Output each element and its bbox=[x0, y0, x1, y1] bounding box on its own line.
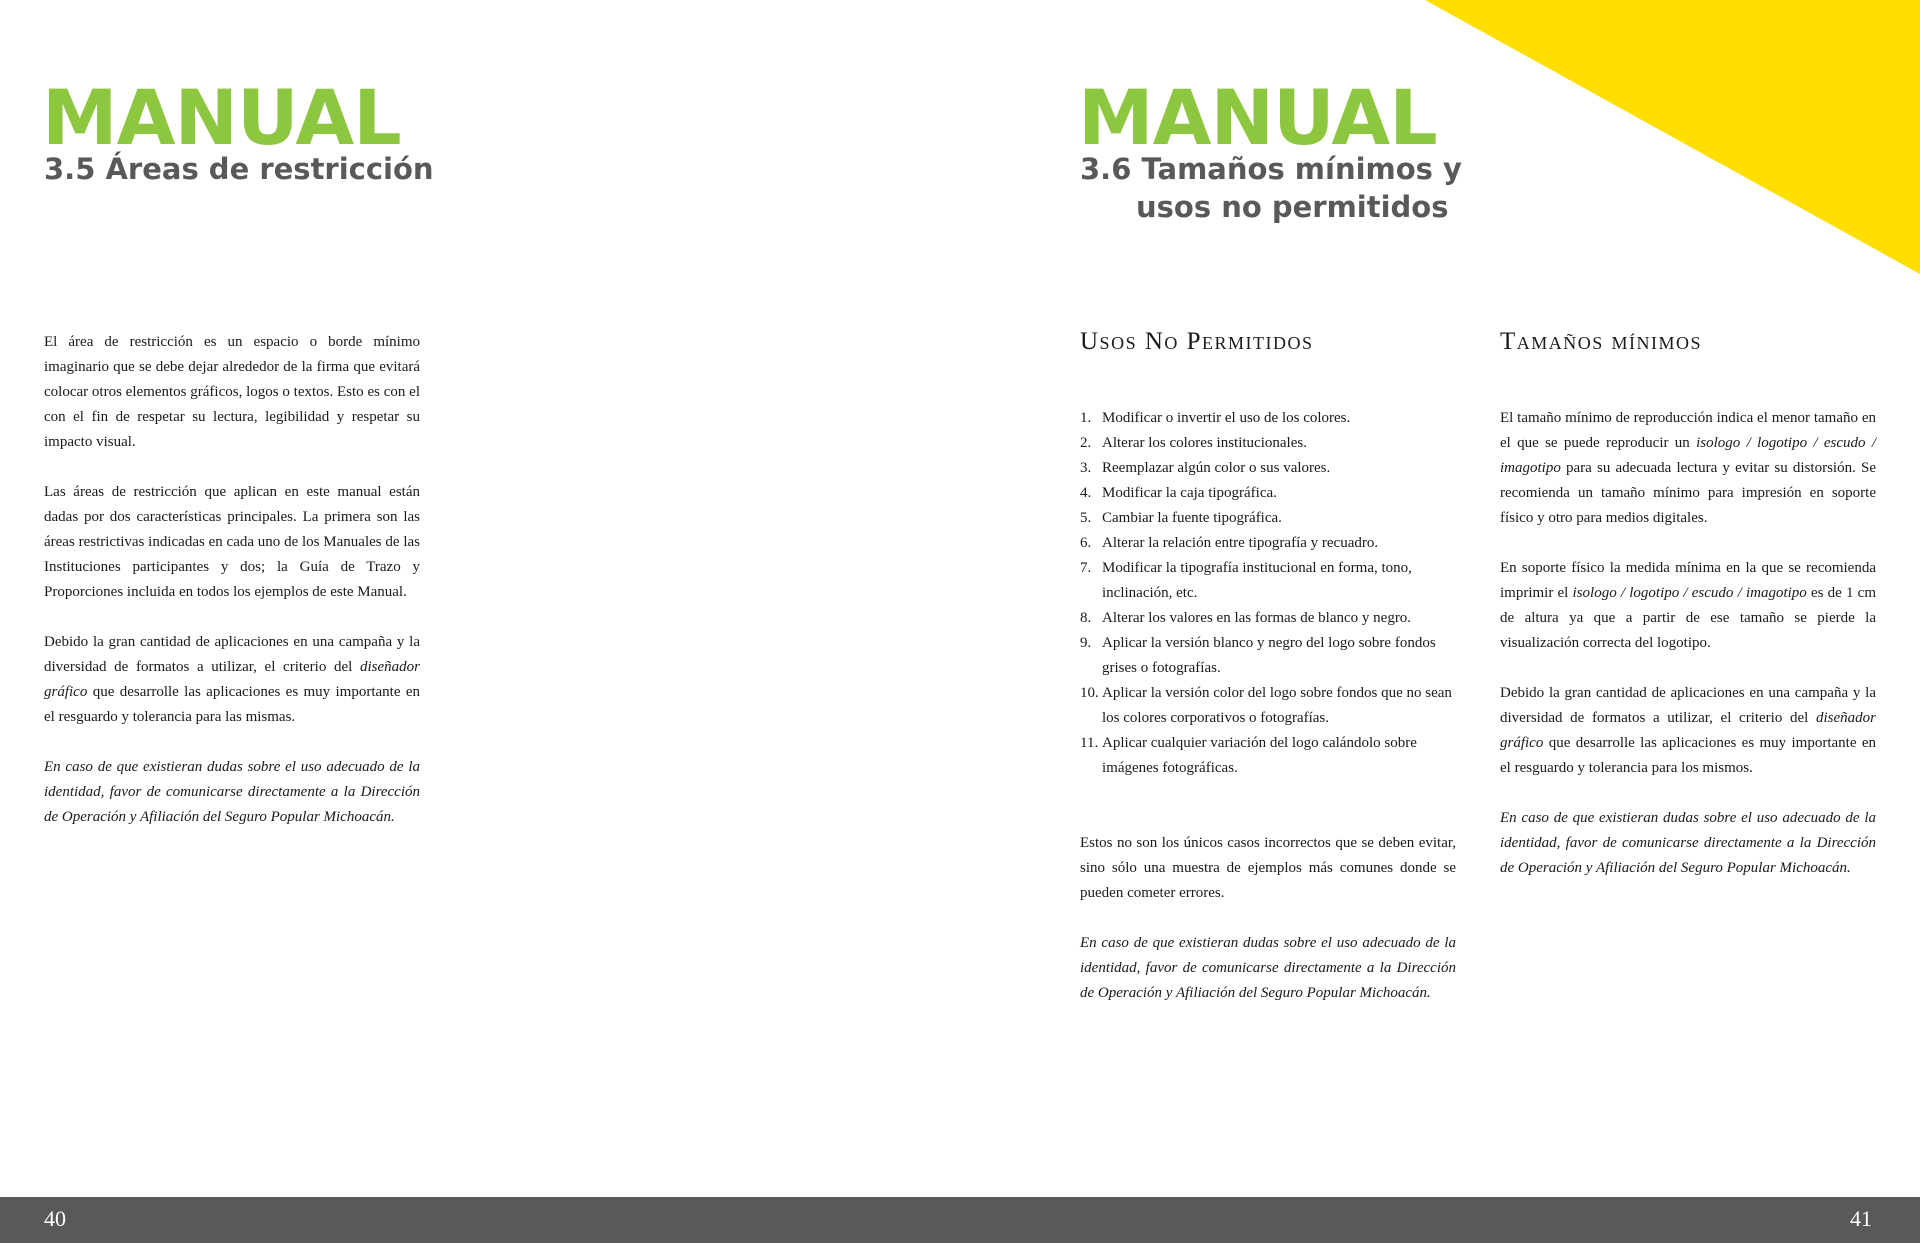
tamanos-p2-text-a: En soporte físico la medida mínima en la que se recomienda imprimir el bbox=[1500, 560, 1876, 601]
tamanos-p1-emphasis: isologo / logotipo / escudo / imagotipo bbox=[1500, 435, 1876, 476]
list-item bbox=[1080, 431, 1456, 456]
left-manual-title: MANUAL bbox=[42, 73, 401, 162]
tamanos-p3-text-b: que desarrolle las aplicaciones es muy importante en el resguardo y tolerancia para los mismos. bbox=[1500, 735, 1876, 776]
list-item bbox=[1080, 481, 1456, 506]
usos-contact-note: En caso de que existieran dudas sobre el uso adecuado de la identidad, favor de comunicarse directamente a la Dirección de Operación y Afiliación del Seguro Popular Michoacán. bbox=[1080, 935, 1456, 1001]
list-text: Modificar o invertir el uso de los colores. bbox=[1102, 410, 1351, 426]
list-number: 2. bbox=[1080, 435, 1092, 451]
list-number: 6. bbox=[1080, 535, 1092, 551]
left-p3-text-a: Debido la gran cantidad de aplicaciones en una campaña y la diversidad de formatos a utilizar, el criterio del bbox=[44, 634, 420, 675]
left-text-column bbox=[44, 330, 420, 855]
tamanos-paragraph-3 bbox=[1500, 681, 1876, 781]
tamanos-p3-emphasis: diseñador gráfico bbox=[1500, 710, 1876, 751]
right-manual-title: MANUAL bbox=[1078, 73, 1437, 162]
left-paragraph-2: Las áreas de restricción que aplican en este manual están dadas por dos características principales. La primera son las áreas restrictivas indicadas en cada uno de los Manuales de las Instituciones participantes y dos; la Guía de Trazo y Proporciones incluida en todos los ejemplos de este Manual. bbox=[44, 484, 420, 600]
list-number: 3. bbox=[1080, 460, 1092, 476]
list-number: 8. bbox=[1080, 610, 1092, 626]
footer-bar bbox=[0, 1197, 1920, 1243]
list-text: Cambiar la fuente tipográfica. bbox=[1102, 510, 1282, 526]
list-text: Alterar los colores institucionales. bbox=[1102, 435, 1307, 451]
left-section-title: 3.5 Áreas de restricción bbox=[44, 152, 434, 186]
tamanos-contact-note: En caso de que existieran dudas sobre el uso adecuado de la identidad, favor de comunicarse directamente a la Dirección de Operación y Afiliación del Seguro Popular Michoacán. bbox=[1500, 810, 1876, 876]
usos-no-permitidos-heading: Usos No Permitidos bbox=[1080, 328, 1314, 355]
list-number: 10. bbox=[1080, 685, 1099, 701]
list-number: 11. bbox=[1080, 735, 1099, 751]
tamanos-minimos-heading: Tamaños mínimos bbox=[1500, 328, 1703, 355]
list-item bbox=[1080, 731, 1456, 781]
left-paragraph-1: El área de restricción es un espacio o borde mínimo imaginario que se debe dejar alrededor de la firma que evitará colocar otros elementos gráficos, logos o textos. Esto es con el con el fin de respetar su lectura, legibilidad y respetar su impacto visual. bbox=[44, 334, 420, 450]
list-number: 9. bbox=[1080, 635, 1092, 651]
right-section-title bbox=[1080, 150, 1462, 226]
usos-no-permitidos-list bbox=[1080, 406, 1456, 781]
list-text: Aplicar cualquier variación del logo calándolo sobre imágenes fotográficas. bbox=[1102, 735, 1417, 776]
list-number: 4. bbox=[1080, 485, 1092, 501]
list-item bbox=[1080, 531, 1456, 556]
yellow-triangle bbox=[1425, 0, 1920, 274]
tamanos-p1-text-a: El tamaño mínimo de reproducción indica el menor tamaño en el que se puede reproducir un bbox=[1500, 410, 1876, 451]
list-item bbox=[1080, 556, 1456, 606]
list-item bbox=[1080, 606, 1456, 631]
list-text: Modificar la caja tipográfica. bbox=[1102, 485, 1277, 501]
page-number-right: 41 bbox=[1850, 1206, 1872, 1231]
left-contact-note: En caso de que existieran dudas sobre el uso adecuado de la identidad, favor de comunicarse directamente a la Dirección de Operación y Afiliación del Seguro Popular Michoacán. bbox=[44, 759, 420, 825]
tamanos-p3-text-a: Debido la gran cantidad de aplicaciones en una campaña y la diversidad de formatos a utilizar, el criterio del bbox=[1500, 685, 1876, 726]
tamanos-p2-text-b: es de 1 cm de altura ya que a partir de ese tamaño se pierde la visualización correcta del logotipo. bbox=[1500, 585, 1877, 651]
list-text: Modificar la tipografía institucional en forma, tono, inclinación, etc. bbox=[1102, 560, 1412, 601]
tamanos-minimos-column bbox=[1500, 406, 1876, 906]
tamanos-paragraph-1 bbox=[1500, 406, 1876, 531]
tamanos-p2-emphasis: isologo / logotipo / escudo / imagotipo bbox=[1572, 585, 1807, 601]
list-number: 7. bbox=[1080, 560, 1092, 576]
list-item bbox=[1080, 631, 1456, 681]
list-item bbox=[1080, 406, 1456, 431]
list-number: 5. bbox=[1080, 510, 1092, 526]
left-p3-text-b: que desarrolle las aplicaciones es muy importante en el resguardo y tolerancia para las mismas. bbox=[44, 684, 420, 725]
list-text: Aplicar la versión color del logo sobre fondos que no sean los colores corporativos o fotografías. bbox=[1102, 685, 1452, 726]
list-item bbox=[1080, 681, 1456, 731]
page-number-left: 40 bbox=[44, 1206, 66, 1231]
left-paragraph-3 bbox=[44, 630, 420, 730]
list-item bbox=[1080, 456, 1456, 481]
list-text: Alterar la relación entre tipografía y recuadro. bbox=[1102, 535, 1379, 551]
list-number: 1. bbox=[1080, 410, 1092, 426]
right-section-title-line2: usos no permitidos bbox=[1136, 190, 1449, 224]
list-text: Aplicar la versión blanco y negro del logo sobre fondos grises o fotografías. bbox=[1102, 635, 1436, 676]
list-item bbox=[1080, 506, 1456, 531]
right-section-title-line1: 3.6 Tamaños mínimos y bbox=[1080, 152, 1462, 186]
list-text: Alterar los valores en las formas de blanco y negro. bbox=[1102, 610, 1412, 626]
usos-no-permitidos-column bbox=[1080, 406, 1456, 1031]
list-text: Reemplazar algún color o sus valores. bbox=[1102, 460, 1331, 476]
tamanos-p1-text-b: para su adecuada lectura y evitar su distorsión. Se recomienda un tamaño mínimo para impresión en soporte físico y otro para medios digitales. bbox=[1500, 460, 1876, 526]
left-p3-emphasis: diseñador gráfico bbox=[44, 659, 420, 700]
tamanos-paragraph-2 bbox=[1500, 556, 1876, 656]
usos-closing-paragraph: Estos no son los únicos casos incorrectos que se deben evitar, sino sólo una muestra de ejemplos más comunes donde se pueden cometer errores. bbox=[1080, 835, 1456, 901]
